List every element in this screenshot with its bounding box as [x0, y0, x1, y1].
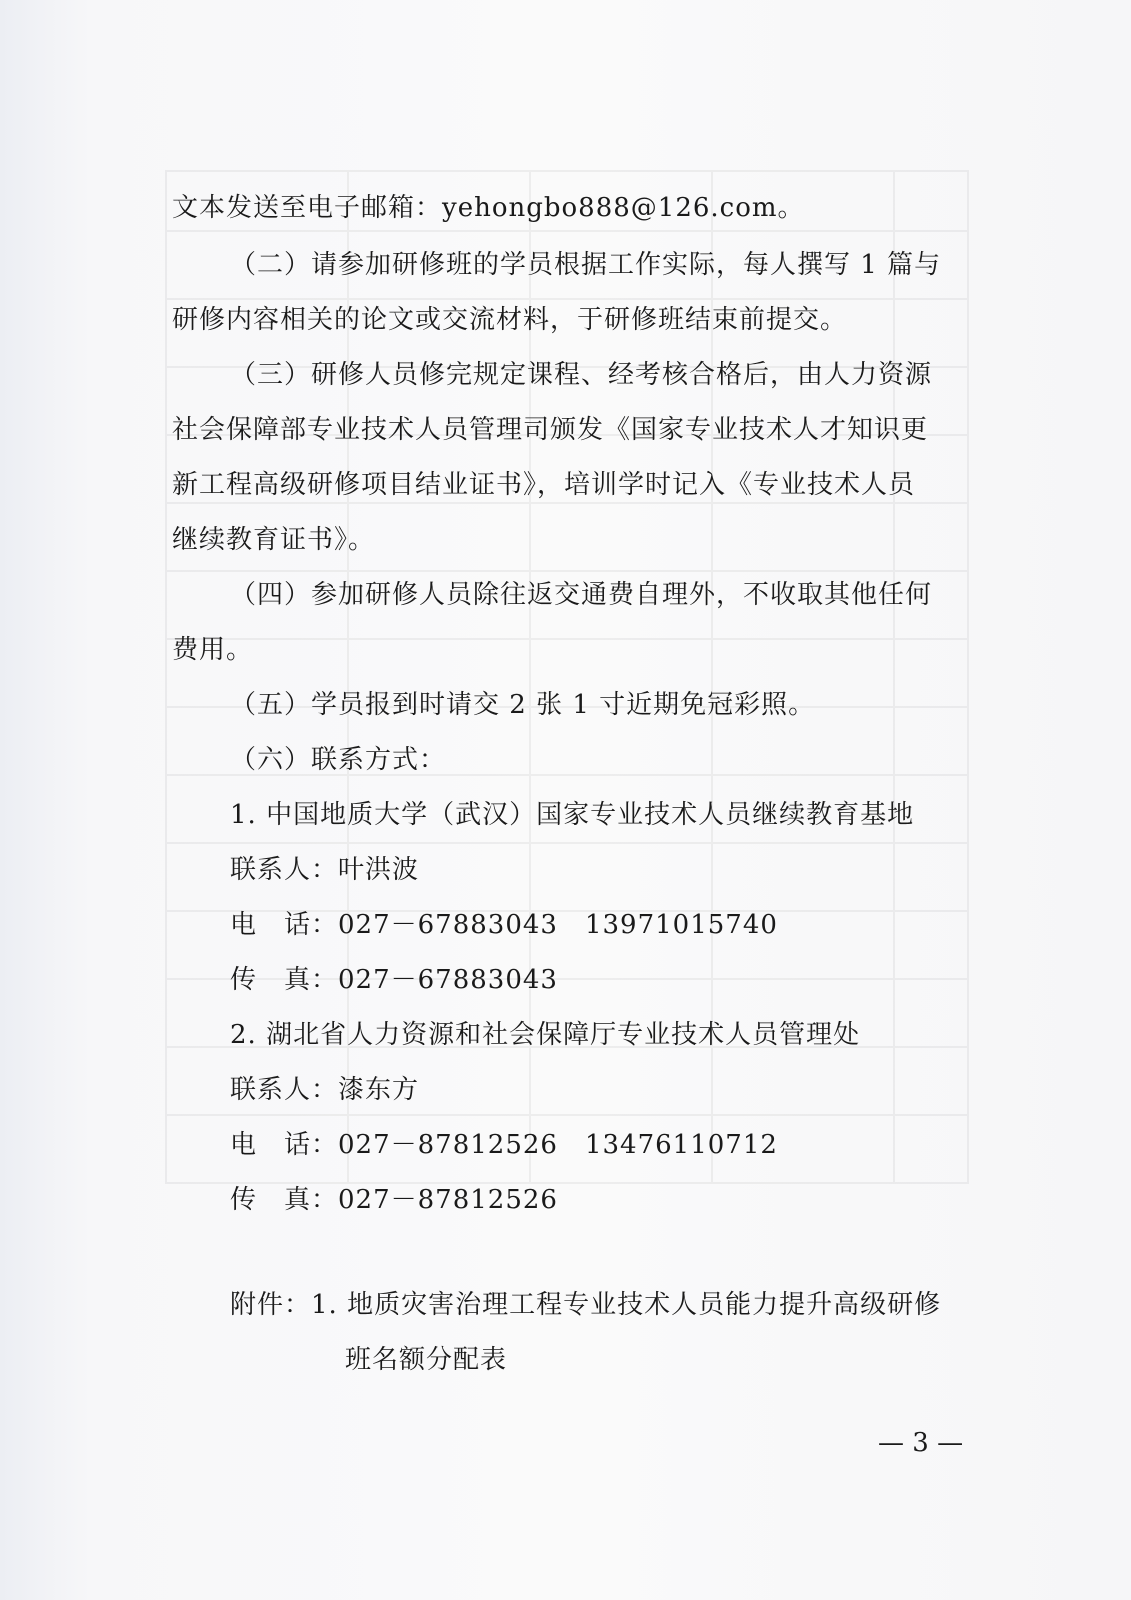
text-line: 传 真：027－87812526	[230, 1185, 558, 1215]
text-line: 班名额分配表	[345, 1345, 508, 1375]
text-line: 社会保障部专业技术人员管理司颁发《国家专业技术人才知识更	[172, 415, 929, 445]
text-line: （六）联系方式：	[230, 745, 447, 775]
text-line: 费用。	[172, 635, 254, 665]
text-line: 研修内容相关的论文或交流材料，于研修班结束前提交。	[172, 305, 848, 335]
text-line: 电 话：027－67883043 13971015740	[230, 910, 778, 940]
text-line: 1. 中国地质大学（武汉）国家专业技术人员继续教育基地	[230, 800, 915, 830]
text-line: （五）学员报到时请交 2 张 1 寸近期免冠彩照。	[230, 690, 816, 720]
text-line: 新工程高级研修项目结业证书》，培训学时记入《专业技术人员	[172, 470, 916, 500]
text-line: （四）参加研修人员除往返交通费自理外，不收取其他任何	[230, 580, 933, 610]
text-line: 电 话：027－87812526 13476110712	[230, 1130, 778, 1160]
text-line: 文本发送至电子邮箱：yehongbo888@126.com。	[172, 193, 805, 223]
text-line: 2. 湖北省人力资源和社会保障厅专业技术人员管理处	[230, 1020, 861, 1050]
text-line: 附件：1. 地质灾害治理工程专业技术人员能力提升高级研修	[230, 1290, 942, 1320]
text-line: （三）研修人员修完规定课程、经考核合格后，由人力资源	[230, 360, 933, 390]
text-line: 联系人：叶洪波	[230, 855, 420, 885]
page-number: — 3 —	[878, 1428, 964, 1458]
text-line: （二）请参加研修班的学员根据工作实际，每人撰写 1 篇与	[230, 250, 942, 280]
text-line: 传 真：027－67883043	[230, 965, 558, 995]
text-line: 联系人：漆东方	[230, 1075, 420, 1105]
text-line: 继续教育证书》。	[172, 525, 376, 555]
